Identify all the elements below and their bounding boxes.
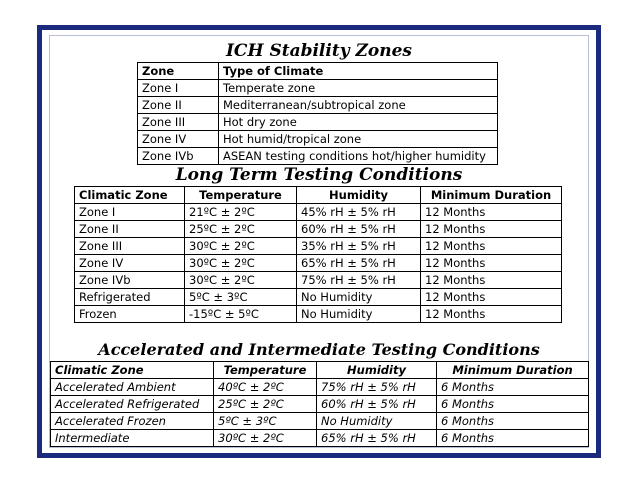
duration-cell: 12 Months xyxy=(421,306,562,323)
humidity-cell: 65% rH ± 5% rH xyxy=(297,255,421,272)
condition-cell: Accelerated Ambient xyxy=(51,379,214,396)
climate-cell: Hot dry zone xyxy=(219,114,498,131)
duration-cell: 12 Months xyxy=(421,204,562,221)
humidity-cell: No Humidity xyxy=(297,289,421,306)
temperature-cell: 25ºC ± 2ºC xyxy=(185,221,297,238)
table-row xyxy=(75,306,562,323)
duration-cell: 6 Months xyxy=(437,413,589,430)
table-row xyxy=(75,204,562,221)
header-minimum-duration: Minimum Duration xyxy=(437,362,589,379)
zones-header-zone: Zone xyxy=(138,63,219,80)
humidity-cell: 60% rH ± 5% rH xyxy=(317,396,437,413)
condition-cell: Accelerated Refrigerated xyxy=(51,396,214,413)
zone-cell: Zone IV xyxy=(75,255,185,272)
duration-cell: 12 Months xyxy=(421,238,562,255)
table-row xyxy=(51,430,589,447)
header-temperature: Temperature xyxy=(185,187,297,204)
zone-cell: Zone II xyxy=(75,221,185,238)
header-humidity: Humidity xyxy=(297,187,421,204)
long-term-header-row xyxy=(75,187,562,204)
accelerated-header-row xyxy=(51,362,589,379)
duration-cell: 12 Months xyxy=(421,289,562,306)
zones-header-row xyxy=(138,63,498,80)
humidity-cell: 75% rH ± 5% rH xyxy=(297,272,421,289)
humidity-cell: No Humidity xyxy=(297,306,421,323)
duration-cell: 6 Months xyxy=(437,430,589,447)
condition-cell: Accelerated Frozen xyxy=(51,413,214,430)
table-row xyxy=(75,221,562,238)
humidity-cell: 45% rH ± 5% rH xyxy=(297,204,421,221)
table-row xyxy=(138,80,498,97)
zone-cell: Zone III xyxy=(75,238,185,255)
zone-cell: Zone IV xyxy=(138,131,219,148)
duration-cell: 12 Months xyxy=(421,221,562,238)
header-climatic-zone: Climatic Zone xyxy=(51,362,214,379)
temperature-cell: 5ºC ± 3ºC xyxy=(185,289,297,306)
temperature-cell: 30ºC ± 2ºC xyxy=(185,255,297,272)
header-humidity: Humidity xyxy=(317,362,437,379)
duration-cell: 12 Months xyxy=(421,255,562,272)
temperature-cell: 25ºC ± 2ºC xyxy=(214,396,317,413)
long-term-title: Long Term Testing Conditions xyxy=(175,165,463,185)
duration-cell: 12 Months xyxy=(421,272,562,289)
duration-cell: 6 Months xyxy=(437,379,589,396)
zone-cell: Zone III xyxy=(138,114,219,131)
zone-cell: Frozen xyxy=(75,306,185,323)
table-row xyxy=(75,238,562,255)
zone-cell: Zone I xyxy=(75,204,185,221)
temperature-cell: 30ºC ± 2ºC xyxy=(185,238,297,255)
humidity-cell: 60% rH ± 5% rH xyxy=(297,221,421,238)
header-minimum-duration: Minimum Duration xyxy=(421,187,562,204)
table-row xyxy=(138,114,498,131)
table-row xyxy=(138,148,498,165)
table-row xyxy=(75,255,562,272)
temperature-cell: 5ºC ± 3ºC xyxy=(214,413,317,430)
zones-header-climate: Type of Climate xyxy=(219,63,498,80)
zone-cell: Zone II xyxy=(138,97,219,114)
table-row xyxy=(138,97,498,114)
climate-cell: Temperate zone xyxy=(219,80,498,97)
humidity-cell: 75% rH ± 5% rH xyxy=(317,379,437,396)
header-temperature: Temperature xyxy=(214,362,317,379)
table-row xyxy=(75,289,562,306)
table-row xyxy=(138,131,498,148)
temperature-cell: 30ºC ± 2ºC xyxy=(185,272,297,289)
climate-cell: Mediterranean/subtropical zone xyxy=(219,97,498,114)
zone-cell: Zone IVb xyxy=(75,272,185,289)
humidity-cell: 65% rH ± 5% rH xyxy=(317,430,437,447)
temperature-cell: -15ºC ± 5ºC xyxy=(185,306,297,323)
zone-cell: Refrigerated xyxy=(75,289,185,306)
humidity-cell: No Humidity xyxy=(317,413,437,430)
zones-title: ICH Stability Zones xyxy=(225,41,412,61)
zone-cell: Zone IVb xyxy=(138,148,219,165)
zones-table xyxy=(137,62,498,165)
header-climatic-zone: Climatic Zone xyxy=(75,187,185,204)
climate-cell: Hot humid/tropical zone xyxy=(219,131,498,148)
climate-cell: ASEAN testing conditions hot/higher humidity xyxy=(219,148,498,165)
humidity-cell: 35% rH ± 5% rH xyxy=(297,238,421,255)
table-row xyxy=(51,413,589,430)
accelerated-title: Accelerated and Intermediate Testing Conditions xyxy=(98,340,540,359)
temperature-cell: 40ºC ± 2ºC xyxy=(214,379,317,396)
condition-cell: Intermediate xyxy=(51,430,214,447)
duration-cell: 6 Months xyxy=(437,396,589,413)
table-row xyxy=(51,379,589,396)
table-row xyxy=(75,272,562,289)
accelerated-table xyxy=(50,361,589,447)
temperature-cell: 30ºC ± 2ºC xyxy=(214,430,317,447)
zone-cell: Zone I xyxy=(138,80,219,97)
long-term-table xyxy=(74,186,562,323)
table-row xyxy=(51,396,589,413)
temperature-cell: 21ºC ± 2ºC xyxy=(185,204,297,221)
